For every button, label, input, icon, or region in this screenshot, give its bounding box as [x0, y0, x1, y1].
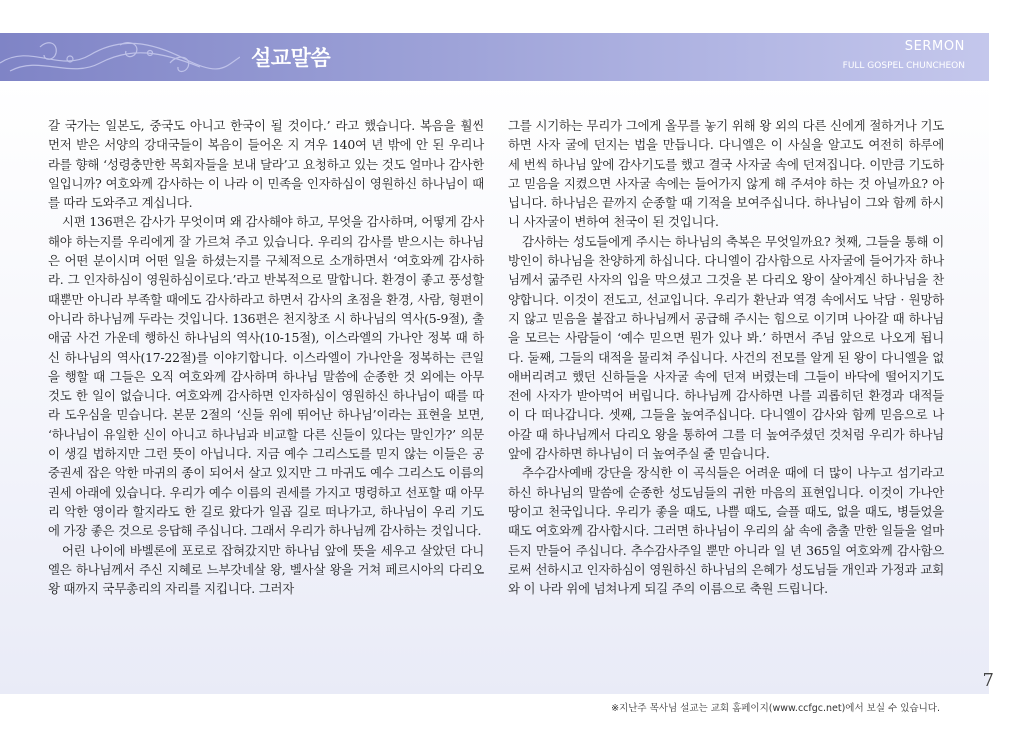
- paragraph: 갈 국가는 일본도, 중국도 아니고 한국이 될 것이다.’ 라고 했습니다. 복음을 훨씬 먼저 받은 서양의 강대국들이 복음이 들어온 지 겨우 140여 년 밖에 안 된 우리나라를 향해 ‘성령충만한 목회자들을 보내 달라’고 요청하고 있는 것도 얼마나 감사한 일입니까? 여호와께 감사하는 이 나라 이 민족을 인자하심이 영원하신 하나님이 때를 따라 도와주고 계십니다.: [48, 118, 484, 211]
- page-number: 7: [982, 670, 994, 691]
- paragraph: 어린 나이에 바벨론에 포로로 잡혀갔지만 하나님 앞에 뜻을 세우고 살았던 다니엘은 하나님께서 주신 지혜로 느부갓네살 왕, 벨사살 왕을 거쳐 페르시아의 다리오 왕 때까지 국무총리의 자리를 지킵니다. 그러자: [48, 542, 484, 597]
- page-title: 설교말씀: [251, 46, 331, 70]
- paragraph: 추수감사예배 강단을 장식한 이 곡식들은 어려운 때에 더 많이 나누고 섬기라고 하신 하나님의 말씀에 순종한 성도님들의 귀한 마음의 표현입니다. 이것이 가나안 땅이고 천국입니다. 우리가 좋을 때도, 나쁠 때도, 슬플 때도, 없을 때도, 병들었을 때도 여호와께 감사합시다. 그러면 하나님이 우리의 삶 속에 춤출 만한 일들을 얼마든지 만들어 주십니다. 추수감사주일 뿐만 아니라 일 년 365일 여호와께 감사함으로써 선하시고 인자하심이 영원하신 하나님의 은혜가 성도님들 개인과 가정과 교회와 이 나라 위에 넘쳐나게 되길 주의 이름으로 축원 드립니다.: [508, 465, 944, 597]
- paragraph: 그를 시기하는 무리가 그에게 올무를 놓기 위해 왕 외의 다른 신에게 절하거나 기도하면 사자 굴에 던지는 법을 만듭니다. 다니엘은 이 사실을 알고도 여전히 하루에 세 번씩 하나님 앞에 감사기도를 했고 결국 사자굴 속에 던져집니다. 이만큼 기도하고 믿음을 지켰으면 사자굴 속에는 들어가지 않게 해 주셔야 하는 것 아닐까요? 아닙니다. 하나님은 끝까지 순종할 때 기적을 보여주십니다. 하나님이 그와 함께 하시니 사자굴이 변하여 천국이 된 것입니다.: [508, 118, 944, 230]
- section-label: SERMON: [904, 39, 965, 54]
- sermon-page: [0, 81, 989, 694]
- church-name: FULL GOSPEL CHUNCHEON: [842, 61, 965, 71]
- paragraph: 감사하는 성도들에게 주시는 하나님의 축복은 무엇일까요? 첫째, 그들을 통해 이방인이 하나님을 찬양하게 하십니다. 다니엘이 감사함으로 사자굴에 들어가자 하나님께서 굶주린 사자의 입을 막으셨고 그것을 본 다리오 왕이 살아계신 하나님을 찬양합니다. 이것이 전도고, 선교입니다. 우리가 환난과 역경 속에서도 낙담 · 원망하지 않고 믿음을 붙잡고 하나님께서 공급해 주시는 힘으로 이기며 나아갈 때 하나님을 모르는 사람들이 ‘예수 믿으면 뭔가 있나 봐.’ 하면서 주님 앞으로 나오게 됩니다. 둘째, 그들의 대적을 물리쳐 주십니다. 사건의 전모를 알게 된 왕이 다니엘을 없애버리려고 했던 신하들을 사자굴 속에 던져 버렸는데 그들이 바닥에 떨어지기도 전에 사자가 받아먹어 버립니다. 하나님께 감사하면 나를 괴롭히던 환경과 대적들이 다 떠나갑니다. 셋째, 그들을 높여주십니다. 다니엘이 감사와 함께 믿음으로 나아갈 때 하나님께서 다리오 왕을 통하여 그를 더 높여주셨던 것처럼 우리가 하나님 앞에 감사하면 하나님이 더 높여주실 줄 믿습니다.: [508, 233, 944, 462]
- paragraph: 시편 136편은 감사가 무엇이며 왜 감사해야 하고, 무엇을 감사하며, 어떻게 감사해야 하는지를 우리에게 잘 가르쳐 주고 있습니다. 우리의 감사를 받으시는 하나님은 어떤 분이시며 어떤 일을 하셨는지를 구체적으로 소개하면서 ‘여호와께 감사하라. 그 인자하심이 영원하심이로다.’라고 반복적으로 말합니다. 환경이 좋고 풍성할 때뿐만 아니라 부족할 때에도 감사하라고 하면서 감사의 초점을 환경, 사람, 형편이 아니라 하나님께 두라는 것입니다. 136편은 천지창조 시 하나님의 역사(5-9절), 출애굽 사건 가운데 행하신 하나님의 역사(10-15절), 이스라엘의 가나안 정복 때 하신 하나님의 역사(17-22절)를 이야기합니다. 이스라엘이 가나안을 정복하는 큰일을 행할 때 그들은 오직 여호와께 감사하며 하나님 말씀에 순종한 것 외에는 아무 것도 한 일이 없습니다. 여호와께 감사하면 인자하심이 영원하신 하나님이 때를 따라 도우심을 믿습니다. 본문 2절의 ‘신들 위에 뛰어난 하나님’이라는 표현을 보면, ‘하나님이 유일한 신이 아니고 하나님과 비교할 다른 신들이 있다는 말인가?’ 의문이 생길 법하지만 그런 뜻이 아닙니다. 지금 예수 그리스도를 믿지 않는 이들은 공중권세 잡은 악한 마귀의 종이 되어서 살고 있지만 그 마귀도 예수 그리스도 이름의 권세 아래에 있습니다. 우리가 예수 이름의 권세를 가지고 명령하고 선포할 때 아무리 악한 영이라 할지라도 한 길로 왔다가 일곱 길로 떠나가고, 하나님이 우리 기도에 가장 좋은 것으로 응답해 주십니다. 그래서 우리가 하나님께 감사하는 것입니다.: [48, 214, 484, 539]
- text-column-left: [48, 116, 484, 598]
- page-header-band: [0, 33, 989, 81]
- text-column-right: [508, 116, 944, 598]
- floral-ornament-icon: [0, 33, 240, 81]
- footnote: ※지난주 목사님 설교는 교회 홈페이지(www.ccfgc.net)에서 보실 수 있습니다.: [611, 703, 940, 714]
